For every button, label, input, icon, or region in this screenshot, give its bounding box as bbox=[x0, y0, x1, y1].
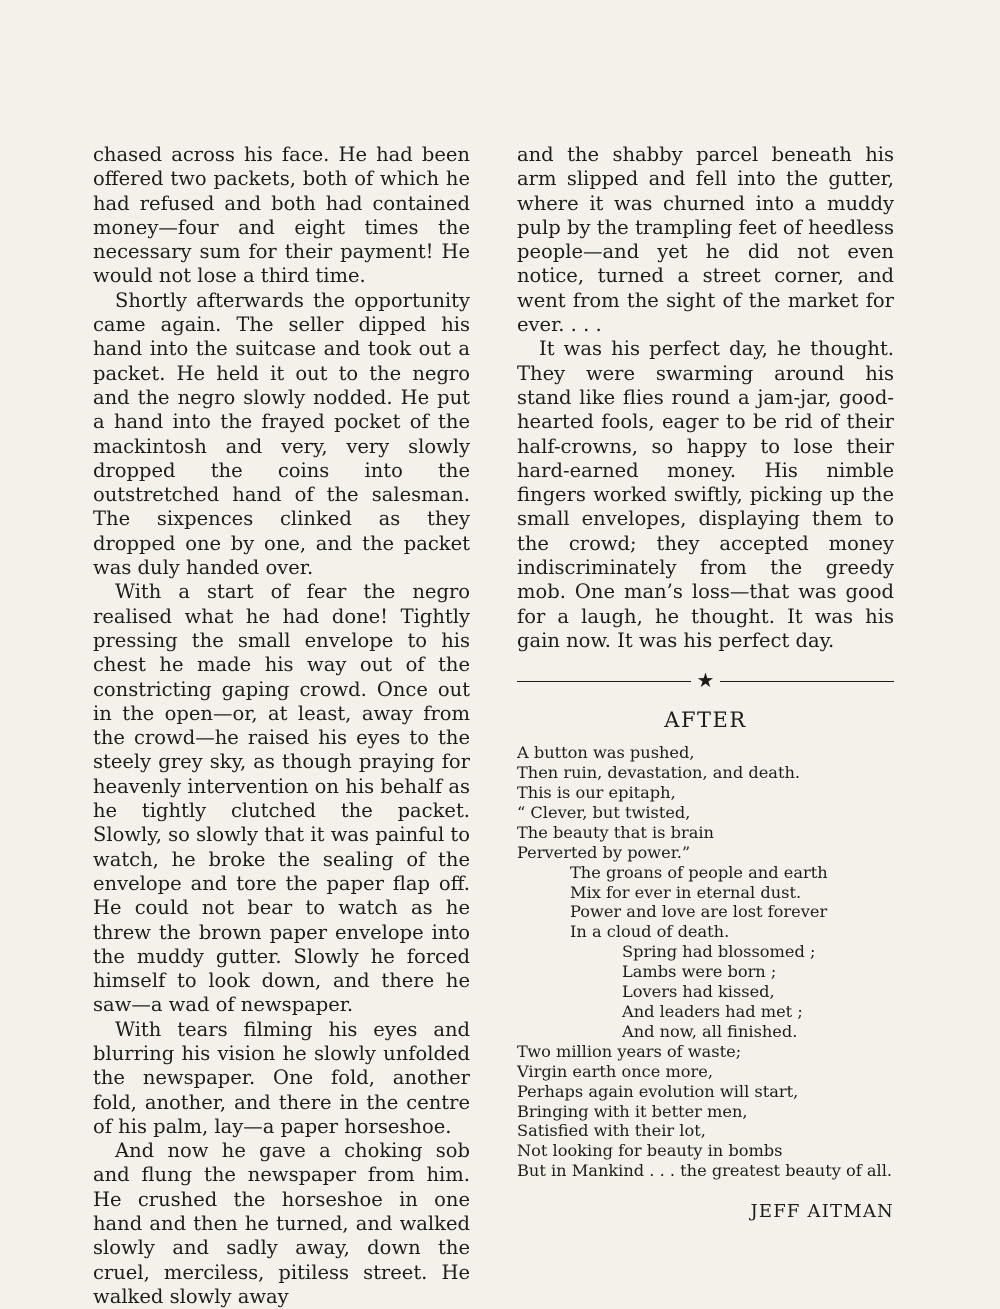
poem-line: Then ruin, devastation, and death. bbox=[517, 763, 801, 783]
left-column bbox=[93, 143, 470, 1309]
poem-line: This is our epitaph, bbox=[517, 783, 676, 803]
poem-line: A button was pushed, bbox=[517, 743, 695, 763]
poem-line: Lovers had kissed, bbox=[622, 982, 775, 1002]
story-paragraph: And now he gave a choking sob and flung the newspaper from him. He crushed the horseshoe in one hand and then he turned, and walked slowly and sadly away, down the cruel, merciless, pitiless street. He walked slowly away bbox=[93, 1139, 470, 1308]
poem-author: JEFF AITMAN bbox=[750, 1201, 894, 1223]
story-paragraph: and the shabby parcel beneath his arm slipped and fell into the gutter, where it was churned into a muddy pulp by the trampling feet of heedless people—and yet he did not even notice, turned a street corner, and went from the sight of the market for ever. . . . bbox=[517, 143, 894, 337]
story-paragraph: With a start of fear the negro realised what he had done! Tightly pressing the small envelope to his chest he made his way out of the constricting gaping crowd. Once out in the open—or, at least, away from the crowd—he raised his eyes to the steely grey sky, as though praying for heavenly intervention on his behalf as he tightly clutched the packet. Slowly, so slowly that it was painful to watch, he broke the sealing of the envelope and tore the paper flap off. He could not bear to watch as he threw the brown paper envelope into the muddy gutter. Slowly he forced himself to look down, and there he saw—a wad of newspaper. bbox=[93, 580, 470, 1017]
poem-line: Mix for ever in eternal dust. bbox=[570, 882, 802, 902]
poem-line: The groans of people and earth bbox=[570, 862, 828, 882]
poem-line: Satisfied with their lot, bbox=[517, 1121, 706, 1141]
poem-line: Lambs were born ; bbox=[622, 962, 777, 982]
story-paragraph: It was his perfect day, he thought. They were swarming around his stand like flies round a jam-jar, good-hearted fools, eager to be rid of their half-crowns, so happy to lose their hard-earned money. His nimble fingers worked swiftly, picking up the small envelopes, displaying them to the crowd; they accepted money indiscriminately from the greedy mob. One man’s loss—that was good for a laugh, he thought. It was his gain now. It was his perfect day. bbox=[517, 337, 894, 652]
poem-line: Spring had blossomed ; bbox=[622, 942, 816, 962]
poem-line: In a cloud of death. bbox=[570, 922, 730, 942]
poem-line: The beauty that is brain bbox=[517, 822, 714, 842]
poem-line: Bringing with it better men, bbox=[517, 1101, 748, 1121]
poem-line: Virgin earth once more, bbox=[517, 1061, 713, 1081]
story-paragraph: Shortly afterwards the opportunity came again. The seller dipped his hand into the suitcase and took out a packet. He held it out to the negro and the negro slowly nodded. He put a hand into the frayed pocket of the mackintosh and very, very slowly dropped the coins into the outstretched hand of the salesman. The sixpences clinked as they dropped one by one, and the packet was duly handed over. bbox=[93, 288, 470, 580]
poem-line: And leaders had met ; bbox=[622, 1002, 803, 1022]
story-continuation bbox=[517, 143, 894, 653]
poem-line: But in Mankind . . . the greatest beauty of all. bbox=[517, 1161, 893, 1181]
poem-title: AFTER bbox=[664, 708, 747, 733]
poem-line: “ Clever, but twisted, bbox=[517, 802, 691, 822]
story-paragraph: With tears filming his eyes and blurring his vision he slowly unfolded the newspaper. One fold, another fold, another, and there in the centre of his palm, lay—a paper horseshoe. bbox=[93, 1017, 470, 1138]
poem-line: Perhaps again evolution will start, bbox=[517, 1081, 799, 1101]
poem-line: And now, all finished. bbox=[622, 1021, 798, 1041]
poem-line: Power and love are lost forever bbox=[570, 902, 828, 922]
right-column bbox=[517, 143, 894, 1223]
poem-line: Perverted by power.” bbox=[517, 842, 691, 862]
section-divider bbox=[517, 668, 894, 693]
poem-line: Not looking for beauty in bombs bbox=[517, 1141, 783, 1161]
story-paragraph: chased across his face. He had been offered two packets, both of which he had refused and both had contained money—four and eight times the necessary sum for their payment! He would not lose a third time. bbox=[93, 143, 470, 288]
star-icon: ★ bbox=[691, 669, 721, 691]
poem-line: Two million years of waste; bbox=[517, 1041, 742, 1061]
poem-body bbox=[517, 743, 894, 1181]
